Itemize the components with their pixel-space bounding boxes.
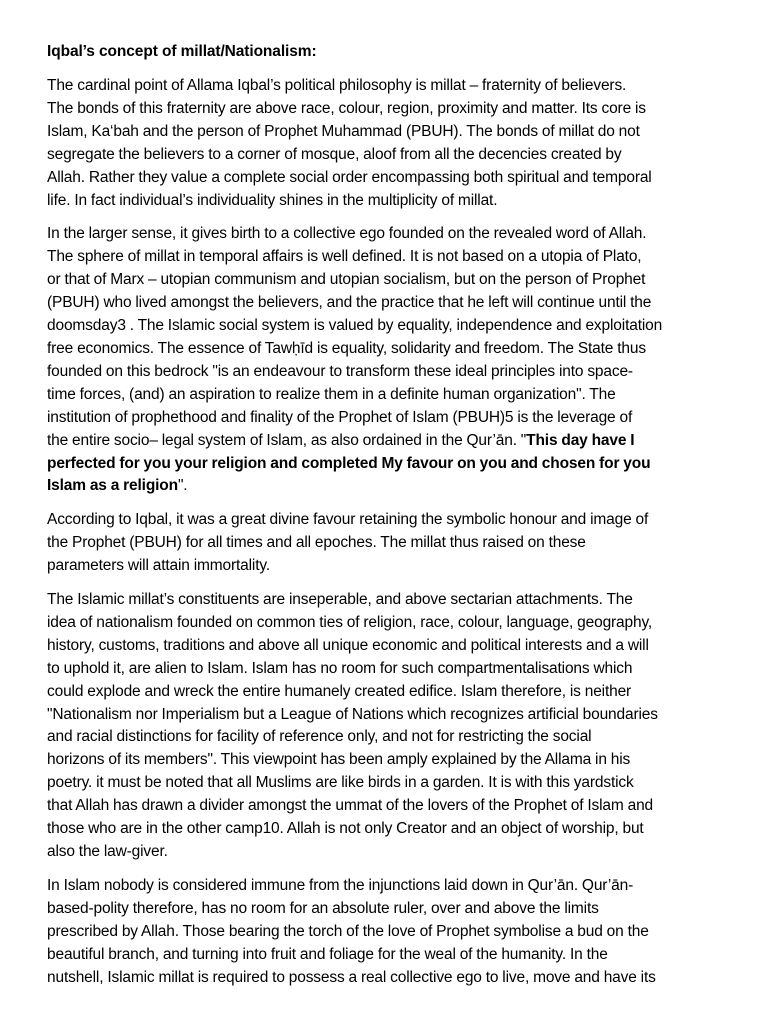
text-line: and racial distinctions for facility of reference only, and not for restricting the social — [47, 728, 592, 746]
text-line: In Islam nobody is considered immune from the injunctions laid down in Qur’ān. Qur’ān- — [47, 876, 634, 894]
text-line: In the larger sense, it gives birth to a collective ego founded on the revealed word of Allah. — [47, 225, 647, 243]
text-line: The Islamic millat’s constituents are inseperable, and above sectarian attachments. The — [47, 591, 633, 609]
text-line: nutshell, Islamic millat is required to possess a real collective ego to live, move and have its — [47, 968, 656, 986]
quran-quote-end: Islam as a religion — [47, 477, 178, 495]
text-line: history, customs, traditions and above all unique economic and political interests and a will — [47, 636, 649, 654]
text-line: that Allah has drawn a divider amongst the ummat of the lovers of the Prophet of Islam and — [47, 797, 654, 815]
quran-quote-start: This day have I — [526, 431, 635, 449]
text-line: poetry. it must be noted that all Muslims are like birds in a garden. It is with this yardstick — [47, 774, 634, 792]
text-line: to uphold it, are alien to Islam. Islam has no room for such compartmentalisations which — [47, 659, 633, 677]
text-line: idea of nationalism founded on common ties of religion, race, colour, language, geography, — [47, 613, 653, 631]
text-line: The cardinal point of Allama Iqbal’s political philosophy is millat – fraternity of believers. — [47, 77, 627, 94]
text-line: (PBUH) who lived amongst the believers, and the practice that he left will continue until the — [47, 294, 652, 312]
text-line: According to Iqbal, it was a great divine favour retaining the symbolic honour and image of — [47, 511, 649, 529]
paragraph-3 — [47, 509, 727, 578]
text-segment: ". — [177, 477, 188, 495]
text-line: those who are in the other camp10. Allah is not only Creator and an object of worship, but — [47, 820, 644, 838]
text-line: parameters will attain immortality. — [47, 557, 270, 575]
text-line: also the law-giver. — [47, 843, 168, 860]
quran-quote-line: perfected for you your religion and completed My favour on you and chosen for you — [47, 454, 651, 472]
paragraph-4 — [47, 589, 727, 864]
paragraph-1 — [47, 75, 727, 212]
text-line: doomsday3 . The Islamic social system is valued by equality, independence and exploitation — [47, 317, 663, 335]
text-line: Islam, Ka‘bah and the person of Prophet Muhammad (PBUH). The bonds of millat do not — [47, 122, 640, 140]
text-line: based-polity therefore, has no room for an absolute ruler, over and above the limits — [47, 899, 599, 917]
text-line: institution of prophethood and finality of the Prophet of Islam (PBUH)5 is the leverage of — [47, 408, 633, 426]
text-line: or that of Marx – utopian communism and utopian socialism, but on the person of Prophet — [47, 271, 646, 289]
text-line: horizons of its members". This viewpoint has been amply explained by the Allama in his — [47, 751, 631, 769]
text-line: prescribed by Allah. Those bearing the torch of the love of Prophet symbolise a bud on the — [47, 922, 649, 940]
text-line: founded on this bedrock "is an endeavour to transform these ideal principles into space- — [47, 362, 633, 380]
text-line: life. In fact individual’s individuality shines in the multiplicity of millat. — [47, 191, 498, 209]
text-segment: the entire socio– legal system of Islam, as also ordained in the Qur’ān. " — [47, 431, 527, 449]
section-heading: Iqbal’s concept of millat/Nationalism: — [47, 43, 317, 60]
text-line — [47, 430, 727, 453]
text-line: The sphere of millat in temporal affairs is well defined. It is not based on a utopia of Plato, — [47, 248, 642, 266]
paragraph-5 — [47, 875, 727, 990]
text-line: the Prophet (PBUH) for all times and all epoches. The millat thus raised on these — [47, 534, 586, 552]
text-line: could explode and wreck the entire humanely created edifice. Islam therefore, is neither — [47, 682, 632, 700]
text-line: free economics. The essence of Tawḥīd is equality, solidarity and freedom. The State thus — [47, 339, 646, 357]
paragraph-2 — [47, 223, 727, 498]
text-line: The bonds of this fraternity are above race, colour, region, proximity and matter. Its core is — [47, 99, 646, 117]
text-line: segregate the believers to a corner of mosque, aloof from all the decencies created by — [47, 145, 622, 163]
text-line: time forces, (and) an aspiration to realize them in a definite human organization". The — [47, 385, 616, 403]
text-line — [47, 475, 727, 498]
text-line: "Nationalism nor Imperialism but a League of Nations which recognizes artificial boundaries — [47, 705, 658, 723]
document-page — [47, 40, 727, 1000]
text-line: beautiful branch, and turning into fruit and foliage for the weal of the humanity. In the — [47, 945, 608, 963]
text-line: Allah. Rather they value a complete social order encompassing both spiritual and temporal — [47, 168, 652, 186]
